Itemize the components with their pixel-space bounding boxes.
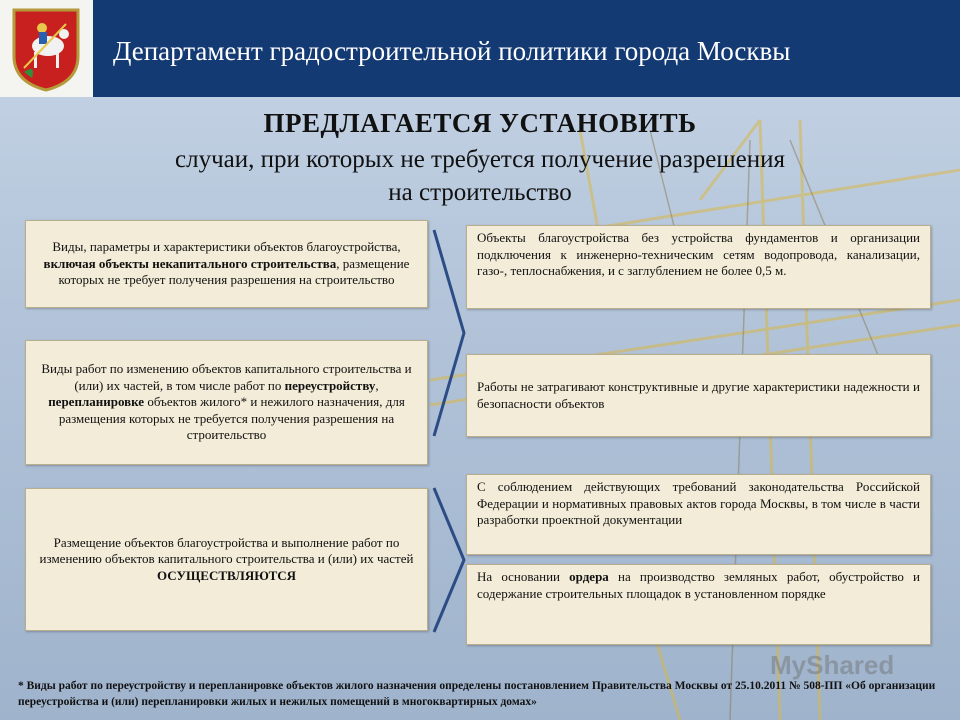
left-box-3-bold: ОСУЩЕСТВЛЯЮТСЯ: [156, 567, 297, 583]
right-box-4-text-a: На основании: [477, 569, 570, 584]
left-box-2-text-b: ,: [375, 377, 379, 393]
header-title: Департамент градостроительной политики города Москвы: [113, 36, 791, 66]
left-box-3-text: Размещение объектов благоустройства и выполнение работ по изменению объектов капитального строительства и (или) их частей: [39, 534, 414, 567]
left-box-2-bold-b: перепланировке: [48, 394, 145, 410]
watermark: MyShared: [770, 650, 895, 680]
right-box-no-foundation: [466, 225, 931, 309]
left-box-placement-carried-out: [25, 488, 428, 631]
left-box-2-text-c: объектов жилого* и нежилого назначения, для размещения которых не требуется получения разрешения на строительство: [58, 394, 405, 443]
right-box-4-text-b: на производство земляных работ, обустройство и содержание строительных площадок в установленном порядке: [477, 569, 920, 601]
right-box-3-text: С соблюдением действующих требований законодательства Российской Федерации и нормативных правовых актов города Москвы, в том числе в части разработки проектной документации: [477, 479, 920, 527]
right-box-no-structural-changes: [466, 354, 931, 437]
headline-main: ПРЕДЛАГАЕТСЯ УСТАНОВИТЬ: [263, 108, 697, 138]
footnote: * Виды работ по переустройству и перепланировке объектов жилого назначения определены постановлением Правительства Москвы от 25.10.2011 № 508-ПП «Об организации переустройства и (или) перепланировки жилых и нежилых помещений в многоквартирных домах»: [18, 680, 936, 708]
headline-subtitle-line2: на строительство: [388, 179, 572, 206]
right-box-2-text: Работы не затрагивают конструктивные и другие характеристики надежности и безопасности объектов: [477, 379, 920, 411]
header-bar: [0, 0, 960, 97]
left-box-1-bold: включая объекты некапитального строительства: [43, 255, 337, 271]
left-box-1-text-a: Виды, параметры и характеристики объектов благоустройства,: [52, 239, 401, 255]
left-box-reconstruction-works: [25, 340, 428, 465]
moscow-coat-of-arms-icon: [10, 6, 82, 92]
arrow-right-icon: [432, 486, 466, 634]
right-box-4-bold: ордера: [569, 569, 609, 584]
right-box-1-text: Объекты благоустройства без устройства фундаментов и организации подключения к инженерно-техническим сетям водопровода, канализации, газо-, теплоснабжения, и с заглублением не более 0,5 м.: [477, 230, 920, 278]
headline-subtitle-line1: случаи, при которых не требуется получение разрешения: [175, 146, 785, 173]
emblem-panel: [0, 0, 93, 97]
right-box-order-basis: [466, 564, 931, 645]
arrow-right-icon: [432, 228, 466, 438]
left-box-landscaping-objects: [25, 220, 428, 308]
right-box-legal-compliance: [466, 474, 931, 555]
left-box-1-text-b: , размещение которых не требует получения разрешения на строительство: [58, 255, 410, 288]
left-box-2-text-a: Виды работ по изменению объектов капитального строительства и (или) их частей, в том числе работ по: [41, 361, 412, 393]
left-box-2-bold-a: переустройству: [284, 377, 376, 393]
